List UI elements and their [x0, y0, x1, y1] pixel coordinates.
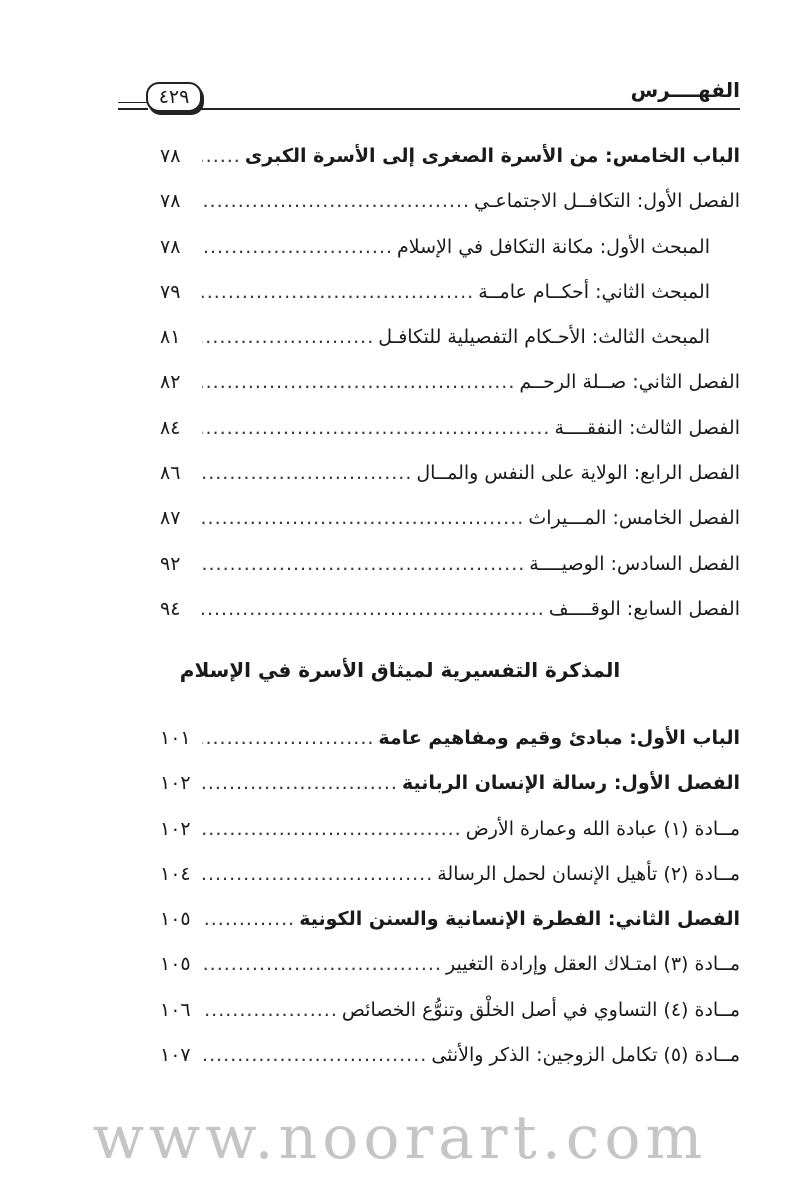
- toc-entry: [160, 546, 740, 591]
- toc-entry-title: المبحث الأول: مكانة التكافل في الإسلام: [397, 235, 710, 258]
- toc-entry-page: ١٠٥: [160, 908, 191, 931]
- toc-entry: [160, 364, 740, 409]
- toc-entry-title: مــادة (٥) تكامل الزوجين: الذكر والأنثى: [431, 1044, 740, 1067]
- toc-entry: [160, 720, 740, 765]
- toc-entry: [160, 765, 740, 810]
- toc-entry-title: مــادة (٢) تأهيل الإنسان لحمل الرسالة: [437, 862, 740, 885]
- dot-leader: [202, 319, 374, 355]
- toc-entry-page: ١٠٧: [160, 1044, 191, 1067]
- toc-entry: [160, 455, 740, 500]
- toc-entry-title: الفصل الأول: التكافــل الاجتماعـي: [474, 190, 740, 213]
- toc-entry-title: مــادة (٤) التساوي في أصل الخلْق وتنوُّع الخصائص: [341, 998, 740, 1021]
- dot-leader: [202, 1037, 427, 1073]
- dot-leader: [202, 992, 338, 1028]
- dot-leader: [202, 410, 550, 446]
- header-rule-left-top: [118, 102, 148, 103]
- toc-entry-title: الفصل الخامس: المـــيراث: [528, 507, 740, 530]
- toc-entry: [160, 319, 740, 364]
- toc-entry-title: الفصل الرابع: الولاية على النفس والمــال: [416, 462, 740, 485]
- toc-entry-page: ١٠١: [160, 727, 191, 749]
- toc-entry-page: ٨٧: [160, 507, 181, 530]
- toc-entry-page: ٨٢: [160, 371, 181, 394]
- toc-entry: [160, 591, 740, 636]
- toc-entry: [160, 274, 740, 319]
- toc-list-part-1: [160, 138, 740, 636]
- toc-entry: [160, 500, 740, 545]
- dot-leader: [202, 183, 470, 219]
- dot-leader: [202, 138, 241, 174]
- toc-entry-title: الفصل الثاني: الفطرة الإنسانية والسنن الكونية: [299, 908, 740, 931]
- toc-entry-page: ١٠٤: [160, 862, 191, 885]
- toc-entry-page: ١٠٥: [160, 953, 191, 976]
- dot-leader: [202, 455, 412, 491]
- toc-entry-page: ١٠٢: [160, 772, 191, 795]
- toc-list-part-2: [160, 720, 740, 1082]
- dot-leader: [202, 811, 462, 847]
- dot-leader: [202, 364, 515, 400]
- toc-entry-page: ٩٢: [160, 552, 181, 575]
- toc-entry-title: الفصل السادس: الوصيــــة: [529, 552, 740, 575]
- section-title: المذكرة التفسيرية لميثاق الأسرة في الإسلام: [179, 658, 621, 682]
- dot-leader: [202, 901, 295, 937]
- toc-entry-page: ٩٤: [160, 597, 181, 620]
- watermark: www.noorart.com: [92, 1103, 708, 1173]
- toc-entry-title: الفصل الثاني: صــلة الرحــم: [519, 371, 740, 394]
- toc-entry-title: الفصل السابع: الوقــــف: [548, 597, 740, 620]
- toc-entry: [160, 183, 740, 228]
- page-header: [118, 78, 740, 114]
- toc-entry-title: مــادة (٣) امتـلاك العقل وإرادة التغيير: [446, 953, 740, 976]
- page-number: ٤٢٩: [146, 82, 202, 112]
- toc-entry-title: الفصل الثالث: النفقــــة: [554, 416, 740, 439]
- header-rule-left: [118, 108, 148, 110]
- toc-entry-title: المبحث الثاني: أحكــام عامــة: [478, 280, 710, 303]
- toc-entry: [160, 811, 740, 856]
- header-title: الفهــــرس: [630, 78, 740, 102]
- toc-entry-page: ١٠٢: [160, 817, 191, 840]
- toc-entry-page: ٧٩: [160, 280, 181, 303]
- header-rule: [198, 108, 740, 110]
- toc-entry-page: ٧٨: [160, 235, 181, 258]
- toc-entry: [160, 946, 740, 991]
- dot-leader: [202, 720, 374, 756]
- toc-entry-page: ٧٨: [160, 145, 181, 167]
- toc-entry: [160, 901, 740, 946]
- dot-leader: [202, 946, 442, 982]
- toc-entry-title: الفصل الأول: رسالة الإنسان الربانية: [401, 772, 740, 795]
- toc-entry: [160, 229, 740, 274]
- toc-entry-page: ٨١: [160, 326, 181, 349]
- toc-entry-title: الباب الأول: مبادئ وقيم ومفاهيم عامة: [378, 727, 740, 749]
- toc-entry: [160, 992, 740, 1037]
- dot-leader: [202, 229, 393, 265]
- dot-leader: [202, 591, 545, 627]
- toc-entry-page: ١٠٦: [160, 998, 191, 1021]
- toc-entry: [160, 856, 740, 901]
- toc-entry: [160, 138, 740, 183]
- toc-entry-page: ٧٨: [160, 190, 181, 213]
- dot-leader: [202, 274, 474, 310]
- toc-entry: [160, 1037, 740, 1082]
- toc-entry-title: المبحث الثالث: الأحـكام التفصيلية للتكافـل: [378, 326, 710, 349]
- toc-entry-title: الباب الخامس: من الأسرة الصغرى إلى الأسرة الكبرى: [244, 145, 740, 167]
- dot-leader: [202, 765, 398, 801]
- dot-leader: [202, 856, 433, 892]
- toc-entry-page: ٨٦: [160, 462, 181, 485]
- toc-entry-title: مــادة (١) عبادة الله وعمارة الأرض: [465, 817, 740, 840]
- dot-leader: [202, 500, 524, 536]
- toc-entry: [160, 410, 740, 455]
- dot-leader: [202, 546, 525, 582]
- toc-entry-page: ٨٤: [160, 416, 181, 439]
